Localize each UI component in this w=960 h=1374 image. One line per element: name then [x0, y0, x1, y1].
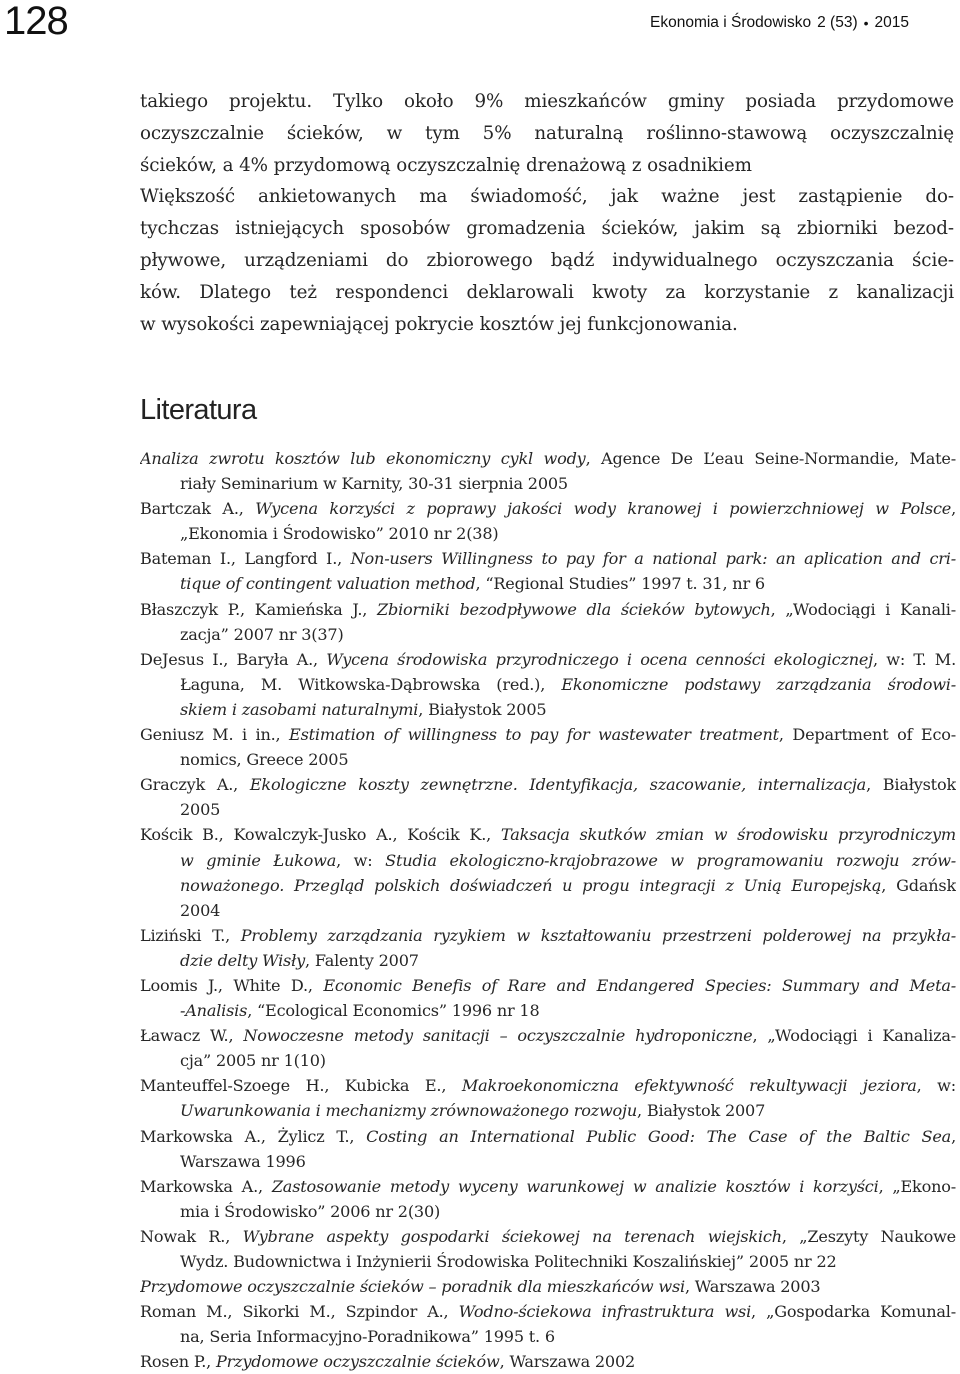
reference-title-text: Przydomowe oczyszczalnie ścieków — [215, 1352, 500, 1372]
reference-entry — [140, 496, 956, 546]
bullet-separator: • — [863, 15, 869, 31]
reference-line — [140, 1299, 956, 1324]
body-line: pływowe, urządzeniami do zbiorowego bądź indywidualnego oczyszczania ście- — [140, 249, 954, 271]
reference-title-text: Przydomowe oczyszczalnie ścieków – poradnik dla mieszkańców wsi — [140, 1277, 685, 1297]
body-line: w wysokości zapewniającej pokrycie kosztów jej funkcjonowania. — [140, 313, 738, 335]
reference-line — [140, 622, 956, 647]
reference-title-text: Wycena korzyści z poprawy jakości wody kranowej i powierzchniowej w Polsce — [255, 499, 952, 519]
reference-entry — [140, 446, 956, 496]
reference-line — [140, 546, 956, 571]
reference-line — [140, 521, 956, 546]
reference-entry — [140, 1023, 956, 1073]
reference-text: Bartczak A., — [140, 499, 256, 519]
reference-text: , Gdańsk — [881, 875, 956, 895]
reference-text: , Agence De L’eau Seine-Normandie, Mate- — [585, 449, 956, 468]
reference-line — [140, 1349, 956, 1374]
reference-entry — [140, 1174, 956, 1224]
reference-text: DeJesus I., Baryła A., — [140, 649, 327, 669]
reference-line — [140, 973, 956, 998]
reference-title-text: -Analisis — [180, 1001, 248, 1021]
reference-entry — [140, 1124, 956, 1174]
reference-text: , w: — [916, 1076, 956, 1096]
reference-entry — [140, 1224, 956, 1274]
reference-title-text: Taksacja skutków zmian w środowisku przyrodniczym — [500, 825, 956, 845]
reference-line — [140, 1124, 956, 1149]
running-head — [650, 12, 960, 34]
reference-line — [140, 1023, 956, 1048]
reference-line — [140, 496, 956, 521]
reference-title-text: noważonego. Przegląd polskich doświadczeń u progu integracji z Unią Europejską — [180, 875, 882, 895]
reference-title-text: dzie delty Wisły — [180, 950, 305, 970]
body-line: oczyszczalnie ścieków, w tym 5% naturalną roślinno-stawową oczyszczalnię — [140, 122, 954, 144]
reference-text: , w: T. M. — [873, 649, 956, 669]
reference-title-text: tique of contingent valuation method — [180, 574, 476, 594]
reference-text: Manteuffel-Szoege H., Kubicka E., — [140, 1076, 462, 1096]
reference-line — [140, 948, 956, 973]
reference-title-text: Uwarunkowania i mechanizmy zrównoważonego rozwoju — [180, 1101, 637, 1121]
reference-text: Markowska A., — [140, 1176, 272, 1196]
reference-text: , Białystok 2005 — [418, 699, 547, 719]
reference-entry — [140, 822, 956, 922]
reference-text: „Ekonomia i Środowisko” 2010 nr 2(38) — [180, 524, 499, 544]
reference-text: , Department of Eco- — [778, 725, 956, 745]
reference-title-text: Wycena środowiska przyrodniczego i ocena cenności ekologicznej — [326, 649, 874, 669]
reference-text: , „Wodociągi i Kanaliza- — [752, 1026, 956, 1046]
reference-text: , “Regional Studies” 1997 t. 31, nr 6 — [475, 574, 765, 594]
reference-text: Rosen P., — [140, 1352, 216, 1372]
reference-entry — [140, 1349, 956, 1374]
reference-text: 2005 — [180, 800, 221, 820]
reference-title-text: Economic Benefis of Rare and Endangered Species: Summary and Meta- — [323, 975, 956, 995]
reference-text: Liziński T., — [140, 925, 241, 945]
reference-line — [140, 797, 956, 822]
reference-text: , „Ekono- — [878, 1176, 956, 1196]
reference-text: Geniusz M. i in., — [140, 725, 290, 745]
reference-text: , „Zeszyty Naukowe — [781, 1226, 956, 1246]
reference-text: , „Gospodarka Komunal- — [751, 1302, 956, 1322]
reference-text: Błaszczyk P., Kamieńska J., — [140, 599, 377, 619]
reference-line — [140, 848, 956, 873]
reference-title-text: Costing an International Public Good: The Case of the Baltic Sea — [366, 1126, 952, 1146]
reference-line — [140, 1274, 956, 1299]
reference-list — [140, 446, 956, 1374]
reference-line — [140, 471, 956, 496]
reference-text: Łaguna, M. Witkowska-Dąbrowska (red.), — [180, 674, 562, 694]
body-line: takiego projektu. Tylko około 9% mieszkańców gminy posiada przydomowe — [140, 91, 954, 112]
reference-entry — [140, 772, 956, 822]
reference-text: na, Seria Informacyjno-Poradnikowa” 1995 t. 6 — [180, 1327, 555, 1347]
reference-line — [140, 672, 956, 697]
reference-text: Nowak R., — [140, 1226, 243, 1246]
reference-text: riały Seminarium w Karnity, 30-31 sierpnia 2005 — [180, 474, 568, 494]
reference-text: mia i Środowisko” 2006 nr 2(30) — [180, 1201, 441, 1221]
reference-entry — [140, 1274, 956, 1299]
reference-text: , „Wodociągi i Kanali- — [770, 599, 956, 619]
reference-line — [140, 1174, 956, 1199]
reference-line — [140, 747, 956, 772]
journal-year: 2015 — [874, 14, 909, 31]
reference-text: nomics, Greece 2005 — [180, 750, 349, 770]
reference-text: , Białystok 2007 — [636, 1101, 766, 1121]
reference-line — [140, 571, 956, 596]
reference-entry — [140, 722, 956, 772]
reference-title-text: Ekonomiczne podstawy zarządzania środowi- — [561, 674, 956, 694]
journal-title: Ekonomia i Środowisko — [650, 14, 812, 31]
reference-line — [140, 1149, 956, 1174]
reference-title-text: Estimation of willingness to pay for wastewater treatment — [289, 725, 779, 745]
reference-text: , “Ecological Economics” 1996 nr 18 — [247, 1001, 540, 1021]
reference-line — [140, 898, 956, 923]
reference-text: zacja” 2007 nr 3(37) — [180, 624, 344, 644]
reference-entry — [140, 973, 956, 1023]
reference-text: cja” 2005 nr 1(10) — [180, 1051, 326, 1071]
reference-line — [140, 446, 956, 471]
reference-text: , Warszawa 2003 — [684, 1277, 821, 1297]
reference-title-text: Problemy zarządzania ryzykiem w kształtowaniu przestrzeni polderowej na przykła- — [240, 925, 956, 945]
page-header — [0, 0, 960, 46]
body-line: ścieków, a 4% przydomową oczyszczalnię drenażową z osadnikiem — [140, 154, 752, 176]
page-number: 128 — [4, 0, 68, 43]
body-line: Większość ankietowanych ma świadomość, jak ważne jest zastąpienie do- — [140, 186, 954, 208]
reference-line — [140, 873, 956, 898]
reference-text: Warszawa 1996 — [180, 1151, 306, 1171]
journal-issue: 2 (53) — [817, 14, 858, 31]
reference-line — [140, 1199, 956, 1224]
reference-entry — [140, 647, 956, 722]
reference-entry — [140, 923, 956, 973]
reference-entry — [140, 546, 956, 596]
reference-title-text: Zastosowanie metody wyceny warunkowej w analizie kosztów i korzyści — [271, 1176, 879, 1196]
reference-line — [140, 1324, 956, 1349]
reference-entry — [140, 597, 956, 647]
reference-line — [140, 597, 956, 622]
reference-line — [140, 722, 956, 747]
body-line: tychczas istniejących sposobów gromadzenia ścieków, jakim są zbiorniki bezod- — [140, 218, 954, 240]
reference-text: Bateman I., Langford I., — [140, 549, 351, 569]
reference-text: Kościk B., Kowalczyk-Jusko A., Kościk K., — [140, 825, 501, 845]
reference-line — [140, 697, 956, 722]
reference-line — [140, 998, 956, 1023]
reference-line — [140, 1224, 956, 1249]
reference-line — [140, 1073, 956, 1098]
reference-line — [140, 1048, 956, 1073]
reference-entry — [140, 1073, 956, 1123]
reference-title-text: Non-users Willingness to pay for a national park: an aplication and cri- — [350, 549, 956, 569]
reference-line — [140, 647, 956, 672]
body-line: ków. Dlatego też respondenci deklarowali kwoty za korzystanie z kanalizacji — [140, 281, 954, 303]
reference-entry — [140, 1299, 956, 1349]
reference-text: Markowska A., Żylicz T., — [140, 1126, 367, 1146]
reference-title-text: Wybrane aspekty gospodarki ściekowej na terenach wiejskich — [242, 1226, 782, 1246]
reference-text: , Falenty 2007 — [305, 950, 419, 970]
reference-text: Roman M., Sikorki M., Szpindor A., — [140, 1302, 459, 1322]
reference-line — [140, 1098, 956, 1123]
section-heading: Literatura — [140, 394, 257, 426]
reference-line — [140, 772, 956, 797]
reference-title-text: Wodno-ściekowa infrastruktura wsi — [458, 1302, 752, 1322]
reference-text: , Warszawa 2002 — [499, 1352, 636, 1372]
reference-text: Wydz. Budownictwa i Inżynierii Środowiska Politechniki Koszalińskiej” 2005 nr 22 — [180, 1252, 837, 1271]
reference-title-text: w gminie Łukowa — [180, 850, 337, 870]
reference-line — [140, 923, 956, 948]
reference-text: Loomis J., White D., — [140, 975, 324, 995]
reference-text: , — [951, 1126, 956, 1146]
reference-text: 2004 — [180, 900, 221, 920]
reference-text: Ławacz W., — [140, 1026, 244, 1046]
reference-text: Graczyk A., — [140, 775, 250, 795]
reference-title-text: Nowoczesne metody sanitacji – oczyszczalnie hydroponiczne — [243, 1026, 753, 1046]
reference-line — [140, 1249, 956, 1274]
reference-title-text: Ekologiczne koszty zewnętrzne. Identyfikacja, szacowanie, internalizacja — [249, 775, 867, 795]
reference-line — [140, 822, 956, 847]
reference-title-text: Analiza zwrotu kosztów lub ekonomiczny cykl wody — [140, 449, 586, 468]
reference-text: , w: — [336, 850, 386, 870]
reference-title-text: Zbiorniki bezodpływowe dla ścieków bytowych — [377, 599, 771, 619]
body-paragraph — [140, 86, 954, 340]
reference-title-text: Studia ekologiczno-krajobrazowe w programowaniu rozwoju zrów- — [385, 850, 956, 870]
reference-text: , — [951, 499, 956, 519]
reference-title-text: skiem i zasobami naturalnymi — [180, 699, 419, 719]
reference-title-text: Makroekonomiczna efektywność rekultywacji jeziora — [461, 1076, 917, 1096]
reference-text: , Białystok — [866, 775, 956, 795]
